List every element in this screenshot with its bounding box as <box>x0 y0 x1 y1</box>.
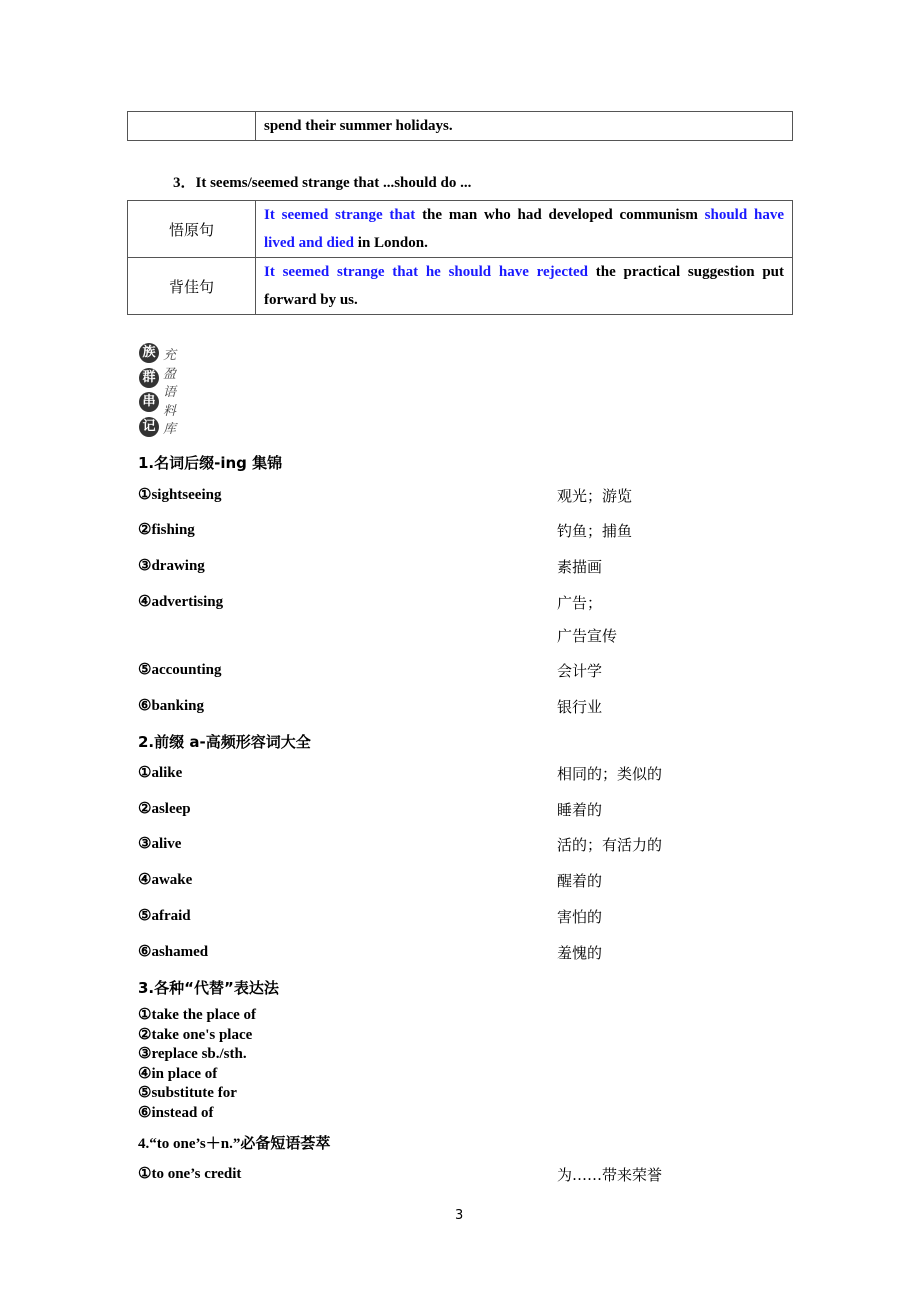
section-title: 4.“to one’s＋n.”必备短语荟萃 <box>138 1136 331 1152</box>
term: ①sightseeing <box>138 487 222 503</box>
meaning: 为……带来荣誉 <box>557 1166 663 1184</box>
phrase-item: ⑤substitute for <box>138 1085 237 1102</box>
list-item <box>138 485 838 505</box>
highlighted-phrase: It seemed strange that <box>264 207 416 223</box>
row-label: 悟原句 <box>128 201 256 258</box>
sentence-text: the man who had developed communism <box>415 207 705 223</box>
meaning: 活的；有活力的 <box>557 836 663 855</box>
term: ②fishing <box>138 522 195 538</box>
phrase-item: ①take the place of <box>138 1007 257 1023</box>
term: ③drawing <box>138 558 205 574</box>
logo-badge: 记 <box>139 417 159 437</box>
logo-badge: 串 <box>139 392 159 412</box>
list-item <box>138 556 838 576</box>
list-item <box>138 763 838 783</box>
highlighted-phrase: It seemed strange that he should have rejected <box>264 264 588 280</box>
list-item <box>138 870 838 890</box>
term: ⑤accounting <box>138 662 222 678</box>
term: ④advertising <box>138 594 224 610</box>
meaning: 醒着的 <box>557 872 603 891</box>
phrase-item: ②take one's place <box>138 1026 253 1043</box>
list-item <box>138 625 838 645</box>
term: ④awake <box>138 872 193 889</box>
meaning: 银行业 <box>557 698 603 716</box>
meaning: 素描画 <box>557 558 603 576</box>
meaning: 钓鱼；捕鱼 <box>557 522 633 540</box>
meaning: 睡着的 <box>557 800 603 819</box>
section-title: 1.名词后缀-ing 集锦 <box>138 454 283 472</box>
sentence-text: in London. <box>354 235 428 251</box>
example-table <box>127 200 793 315</box>
section-title: 2.前缀 a-高频形容词大全 <box>138 733 311 751</box>
page-number: 3 <box>455 1208 464 1223</box>
table-row <box>128 201 793 258</box>
phrase-item: ④in place of <box>138 1065 218 1082</box>
row-sentence <box>256 201 793 258</box>
list-item <box>138 906 838 926</box>
list-item <box>138 799 838 819</box>
meaning: 相同的；类似的 <box>557 765 663 783</box>
previous-table-tail <box>127 111 793 141</box>
row-sentence <box>256 258 793 315</box>
meaning: 羞愧的 <box>557 943 603 962</box>
row-label: 背佳句 <box>128 258 256 315</box>
term: ③alive <box>138 836 182 853</box>
meaning: 广告； <box>557 594 603 612</box>
sentence-text: the practical suggestion put forward by us. <box>264 264 785 308</box>
phrase-list <box>138 1006 256 1124</box>
phrase-item: ③replace sb./sth. <box>138 1046 247 1063</box>
phrase-item: ⑥instead of <box>138 1104 214 1121</box>
section-title: 3.各种“代替”表达法 <box>138 979 279 997</box>
list-item <box>138 942 838 962</box>
table-cell: spend their summer holidays. <box>256 112 793 141</box>
list-item <box>138 1164 838 1184</box>
logo-side-text: 充盈语料库 <box>163 348 177 437</box>
meaning: 广告宣传 <box>557 627 618 645</box>
term: ⑥ashamed <box>138 943 209 960</box>
meaning: 害怕的 <box>557 907 603 926</box>
highlighted-phrase: should have lived and died <box>264 207 784 251</box>
term: ②asleep <box>138 800 191 817</box>
term: ①to one’s credit <box>138 1166 242 1182</box>
meaning: 会计学 <box>557 662 603 680</box>
term: ⑥banking <box>138 698 204 714</box>
term: ⑤afraid <box>138 907 191 924</box>
term: ①alike <box>138 765 183 781</box>
logo-badge: 群 <box>139 368 159 388</box>
list-item <box>138 660 838 680</box>
list-item <box>138 520 838 540</box>
table-row <box>128 258 793 315</box>
list-item <box>138 592 838 612</box>
list-item <box>138 834 838 854</box>
section-heading: 3．It seems/seemed strange that ...should do ... <box>173 175 472 191</box>
list-item <box>138 696 838 716</box>
logo-group-memo <box>139 343 184 441</box>
logo-badge: 族 <box>139 343 159 363</box>
meaning: 观光；游览 <box>557 487 633 505</box>
